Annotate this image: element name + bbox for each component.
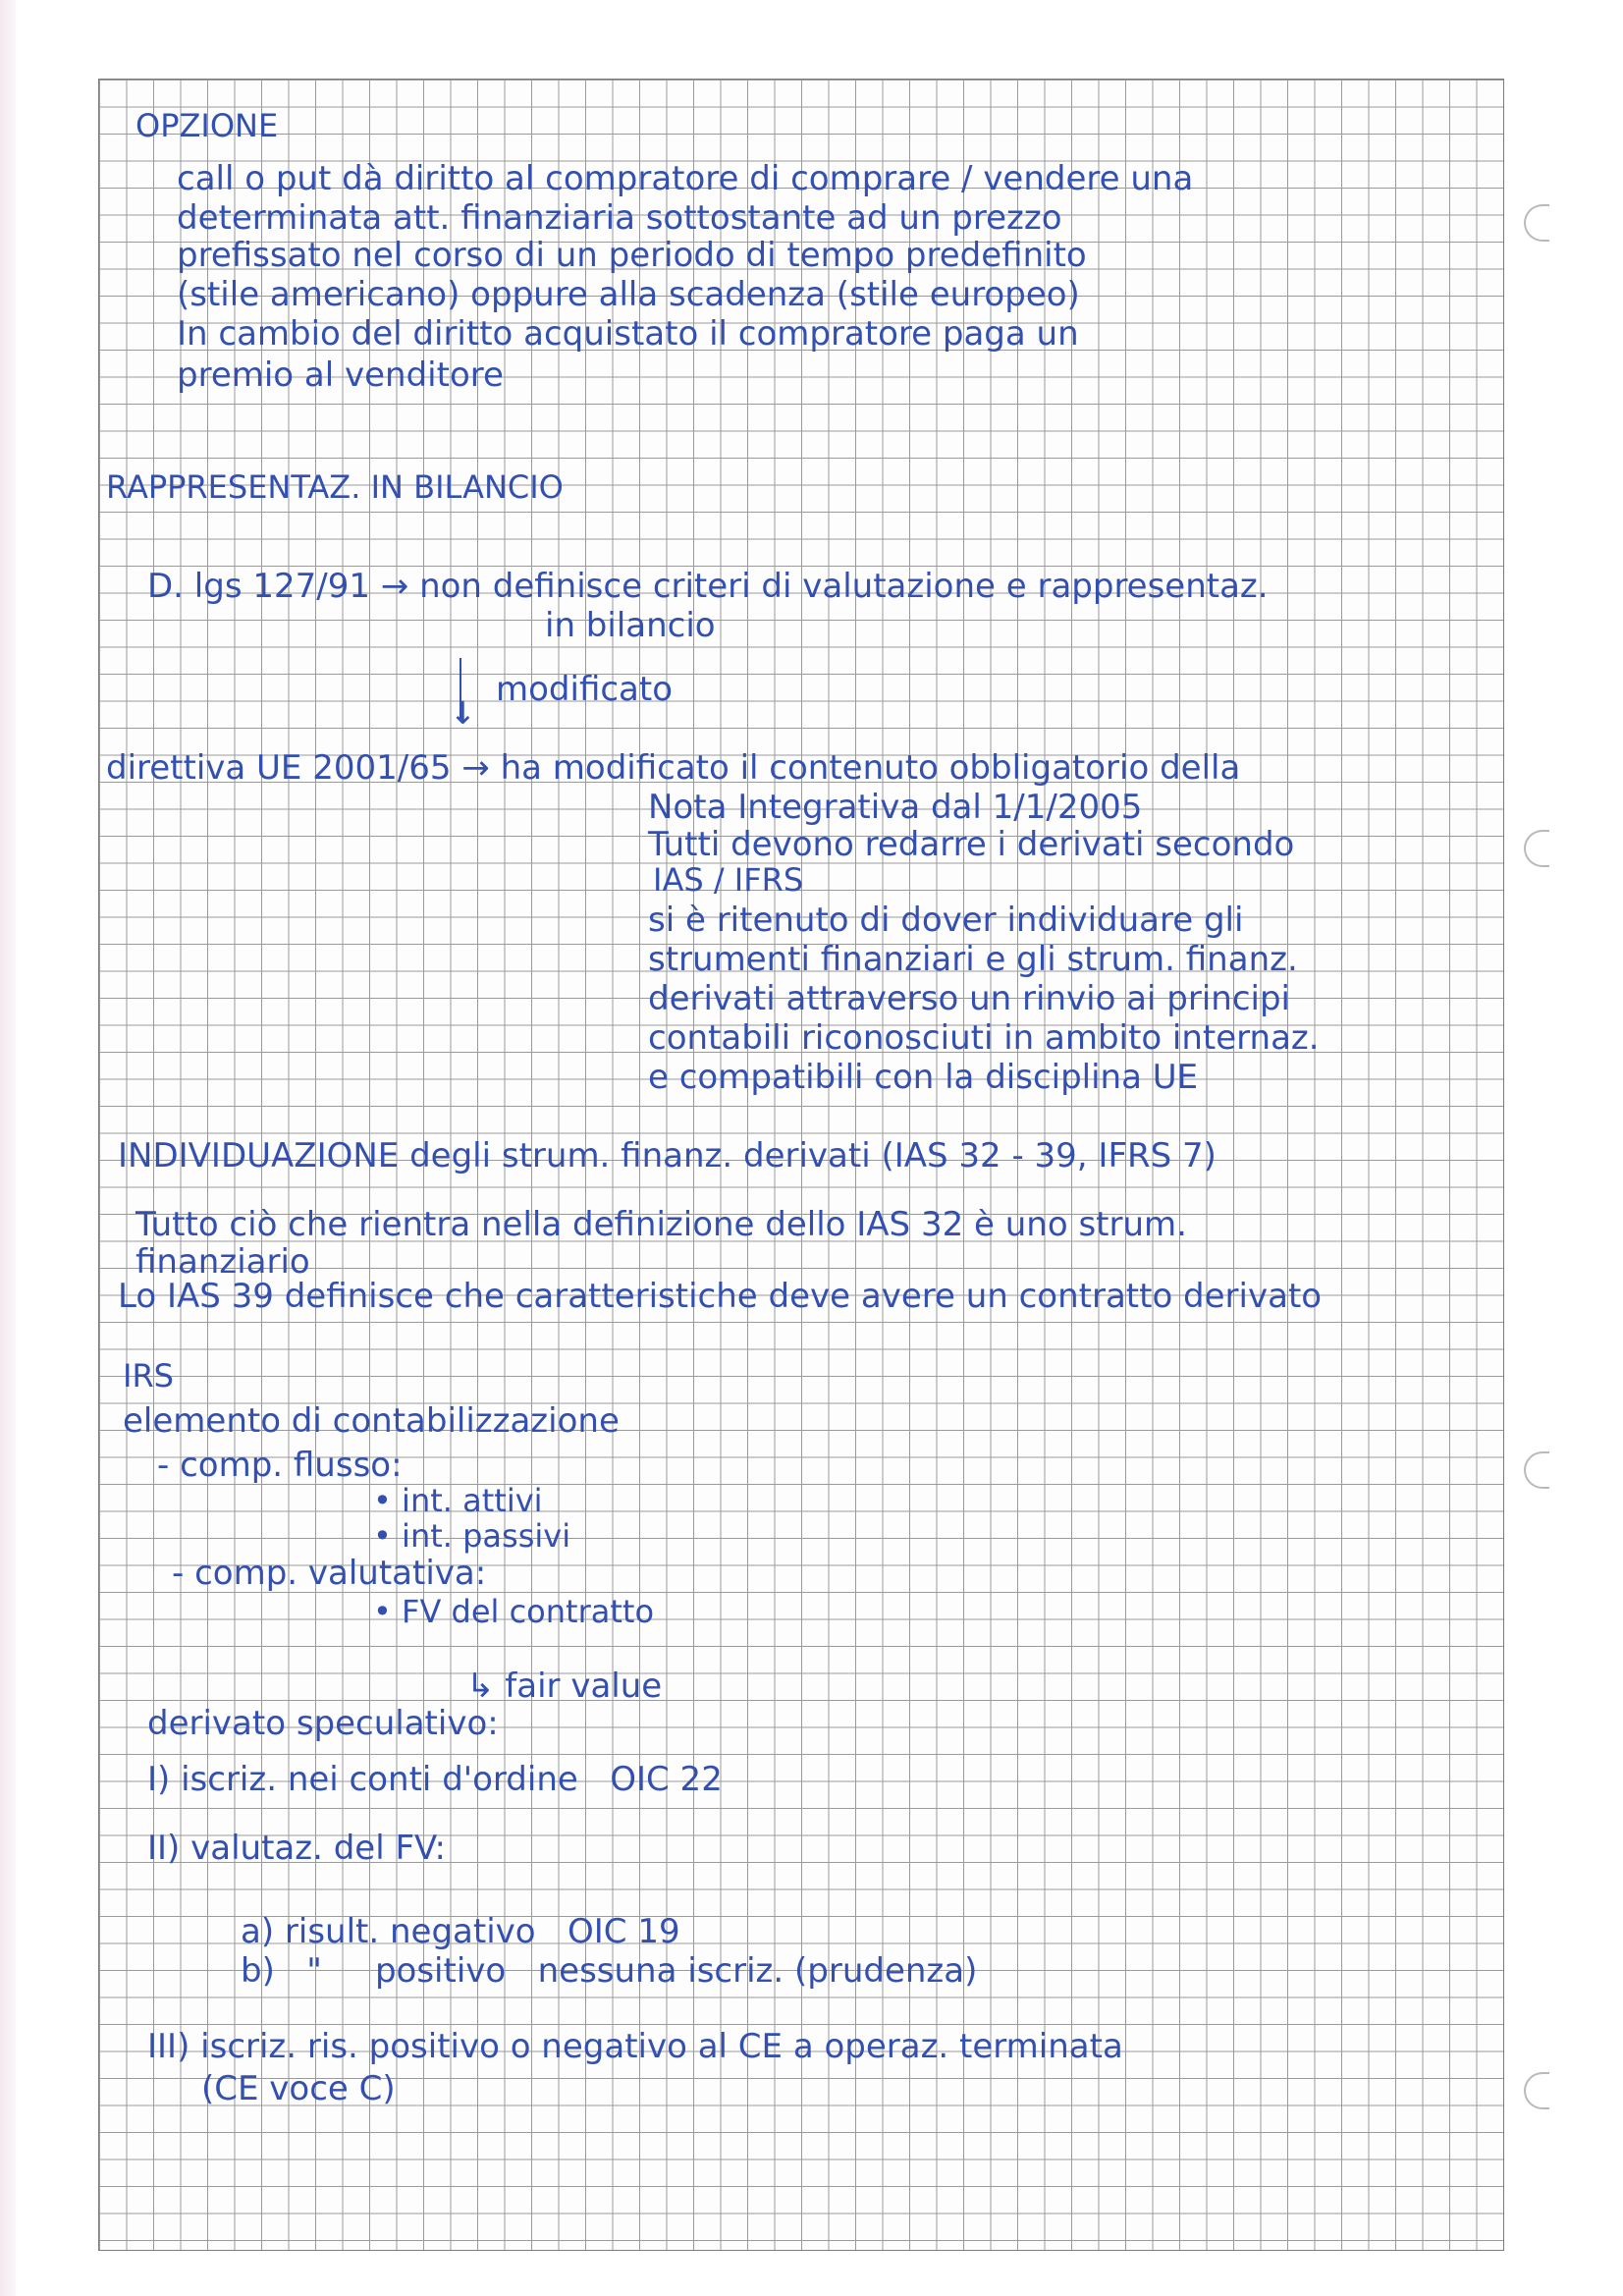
binder-hole xyxy=(1524,830,1549,867)
text-line: contabili riconosciuti in ambito internaz. xyxy=(648,1018,1320,1058)
text-line: II) valutaz. del FV: xyxy=(147,1829,446,1868)
text-line: derivato speculativo: xyxy=(147,1704,499,1743)
text-line: (stile americano) oppure alla scadenza (stile europeo) xyxy=(177,275,1080,314)
heading-irs: IRS xyxy=(123,1357,174,1394)
text-line: e compatibili con la disciplina UE xyxy=(648,1058,1199,1097)
text-line: elemento di contabilizzazione xyxy=(123,1401,620,1441)
text-line: • int. passivi xyxy=(373,1517,571,1555)
text-line: strumenti finanziari e gli strum. finanz. xyxy=(648,940,1298,979)
text-line: si è ritenuto di dover individuare gli xyxy=(648,901,1244,940)
text-line: ↳ fair value xyxy=(466,1667,663,1706)
text-line: - comp. flusso: xyxy=(157,1446,403,1485)
text-line: call o put dà diritto al compratore di comprare / vendere una xyxy=(177,159,1194,198)
text-line: in bilancio xyxy=(545,606,716,645)
text-line: premio al venditore xyxy=(177,355,504,395)
text-line: D. lgs 127/91 → non definisce criteri di valutazione e rappresentaz. xyxy=(147,567,1269,606)
binder-hole xyxy=(1524,2072,1549,2109)
text-line: • FV del contratto xyxy=(373,1593,655,1630)
text-line: III) iscriz. ris. positivo o negativo al CE a operaz. terminata xyxy=(147,2027,1123,2066)
text-line: Nota Integrativa dal 1/1/2005 xyxy=(648,788,1143,827)
binder-hole xyxy=(1524,204,1549,242)
text-line: direttiva UE 2001/65 → ha modificato il contenuto obbligatorio della xyxy=(106,748,1241,788)
heading-rappresentazione: RAPPRESENTAZ. IN BILANCIO xyxy=(106,468,564,506)
text-line: - comp. valutativa: xyxy=(172,1554,487,1593)
text-line: finanziario xyxy=(135,1242,310,1282)
heading-individuazione: INDIVIDUAZIONE degli strum. finanz. derivati (IAS 32 - 39, IFRS 7) xyxy=(118,1136,1217,1175)
text-line: In cambio del diritto acquistato il compratore paga un xyxy=(177,314,1079,354)
text-line: determinata att. finanziaria sottostante ad un prezzo xyxy=(177,198,1062,238)
heading-opzione: OPZIONE xyxy=(135,107,279,144)
page-edge xyxy=(0,0,16,2296)
text-line: Tutti devono redarre i derivati secondo xyxy=(648,825,1295,864)
text-line: • int. attivi xyxy=(373,1482,543,1519)
text-line: Tutto ciò che rientra nella definizione dello IAS 32 è uno strum. xyxy=(135,1205,1187,1244)
text-line: b) " positivo nessuna iscriz. (prudenza) xyxy=(241,1951,978,1991)
binder-hole xyxy=(1524,1451,1549,1489)
text-line: modificato xyxy=(496,670,674,709)
text-line: derivati attraverso un rinvio ai principi xyxy=(648,979,1290,1018)
text-line: I) iscriz. nei conti d'ordine OIC 22 xyxy=(147,1760,723,1799)
arrow-head: ↓ xyxy=(450,694,476,732)
text-line: prefissato nel corso di un periodo di tempo predefinito xyxy=(177,236,1087,275)
text-line: Lo IAS 39 definisce che caratteristiche deve avere un contratto derivato xyxy=(118,1277,1323,1316)
text-line: (CE voce C) xyxy=(201,2069,396,2108)
text-line: a) risult. negativo OIC 19 xyxy=(241,1912,680,1951)
text-line: IAS / IFRS xyxy=(653,861,804,899)
